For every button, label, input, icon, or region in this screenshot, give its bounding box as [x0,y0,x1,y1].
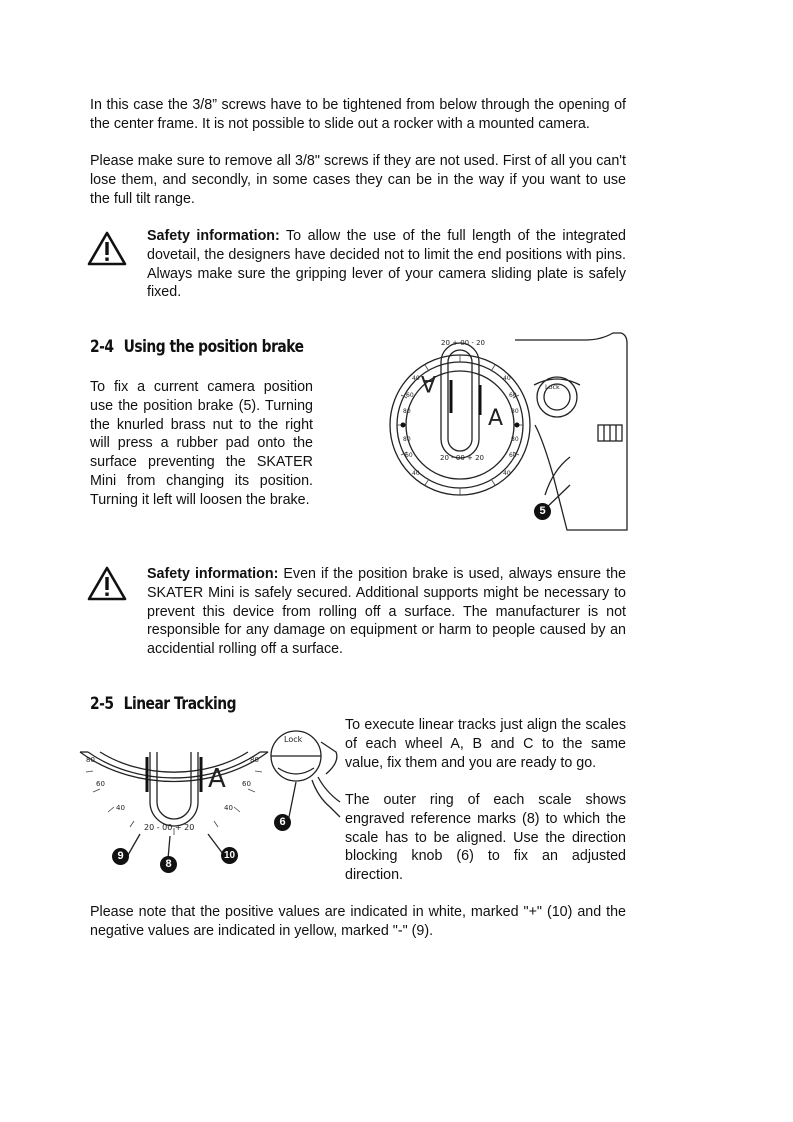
warning-icon [87,566,127,602]
scale-label: 80 [403,436,411,443]
scale-label: 80 [511,436,519,443]
section-number: 2-4 [90,337,114,356]
callout-10: 10 [221,847,238,864]
scale-label: 60 [242,780,251,788]
dial-scale-top: 20 + 00 - 20 [441,339,486,347]
section-title: Linear Tracking [123,694,237,713]
scale-label: 60 [509,452,517,459]
scale-label: 60 [509,392,517,399]
warning-icon [87,231,127,267]
section-heading-2-4 [90,337,304,356]
dial-scale-bottom: 20 - 00 + 20 [144,823,195,832]
dial-scale-bottom: 20 - 00 + 20 [440,454,485,462]
safety-info-1 [147,227,626,302]
safety-text: To allow the use of the full length of the integrated dovetail, the designers have decided not to limit the end positions with pins. Always make sure the gripping lever of your camera sliding plate is safely fixed. [147,228,626,301]
lock-label: Lock [545,383,560,391]
scale-label: 40 [116,804,125,812]
dial-letter-a: A [488,406,504,431]
scale-label: 80 [403,408,411,415]
safety-label: Safety information: [147,228,280,244]
scale-label: 80 [86,756,95,764]
scale-label: 60 [406,392,414,399]
dial-letter-a: A [208,764,226,794]
intro-paragraph-2: Please make sure to remove all 3/8" screws if they are not used. First of all you can't lose them, and secondly, in some cases they can be in the way if you want to use the full tilt range. [90,153,626,207]
scale-label: 80 [511,408,519,415]
section-2-5-body-2: The outer ring of each scale shows engraved reference marks (8) to which the scale has to be aligned. Use the direction blocking knob (6) to fix an adjusted direction. [345,792,626,884]
scale-label: 60 [96,780,105,788]
scale-label: 40 [224,804,233,812]
section-heading-2-5 [90,694,236,713]
intro-paragraph-1: In this case the 3/8” screws have to be tightened from below through the opening of the center frame. It is not possible to slide out a rocker with a mounted camera. [90,97,626,132]
section-number: 2-5 [90,694,114,713]
scale-label: 40 [503,375,511,382]
section-title: Using the position brake [123,337,304,356]
section-2-5-body-1: To execute linear tracks just align the scales of each wheel A, B and C to the same value, fix them and you are ready to go. [345,717,626,771]
dial-letter-a-rotated: A [420,370,436,395]
safety-label: Safety information: [147,566,279,582]
callout-8: 8 [160,856,177,873]
scale-label: 80 [250,756,259,764]
callout-9: 9 [112,848,129,865]
position-brake-diagram [385,325,630,535]
callout-6: 6 [274,814,291,831]
scale-label: 40 [412,470,420,477]
lock-label: Lock [284,735,303,744]
safety-info-2 [147,565,626,659]
safety-text: Even if the position brake is used, always ensure the SKATER Mini is safely secured. Additional supports might be necessary to prevent this device from rolling off a surface. The manufacturer is not responsible for any damage on equipment or harm to people caused by an accidential rolling off a surface. [147,566,626,658]
scale-label: 40 [503,470,511,477]
section-2-4-body: To fix a current camera position use the position brake (5). Turning the knurled brass nut to the right will press a rubber pad onto the surface preventing the SKATER Mini from changing its position. Turning it left will loosen the brake. [90,379,313,508]
scale-label: 40 [412,375,420,382]
note-paragraph: Please note that the positive values are indicated in white, marked "+" (10) and the negative values are indicated in yellow, marked "-" (9). [90,904,626,939]
callout-5: 5 [534,503,551,520]
scale-label: 60 [405,452,413,459]
